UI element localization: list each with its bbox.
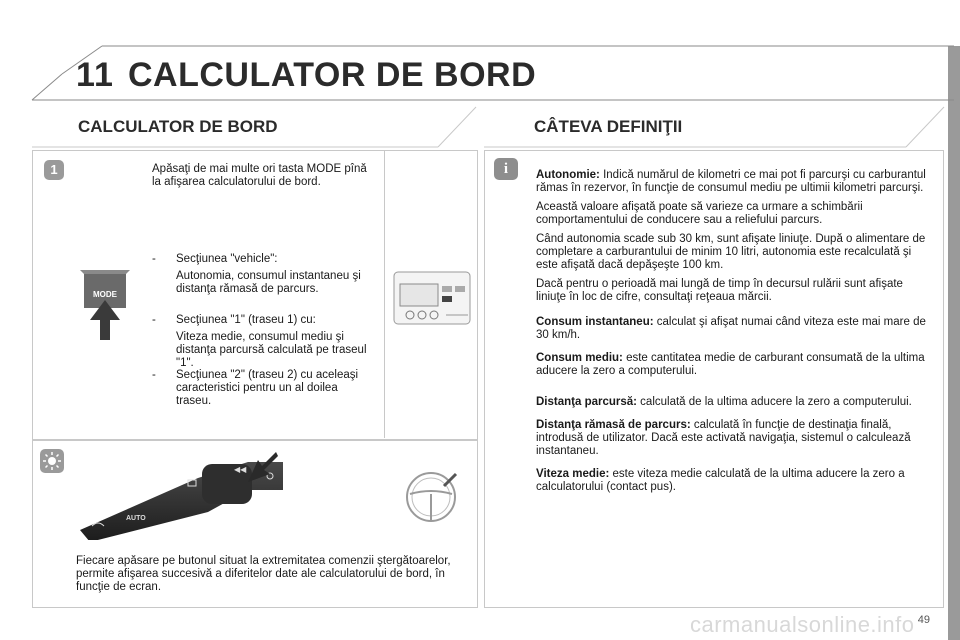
steering-wheel-icon <box>404 470 458 524</box>
definition-viteza-medie <box>536 468 934 494</box>
definition-autonomie-note-1 <box>536 201 934 227</box>
definition-term: Distanţa rămasă de parcurs: <box>536 419 691 431</box>
list-dash: - <box>152 253 156 265</box>
radio-unit-illustration <box>392 268 472 328</box>
info-icon: i <box>494 158 518 180</box>
svg-text:◀◀: ◀◀ <box>234 465 247 474</box>
arrow-icon <box>246 450 280 484</box>
definition-term: Distanţa parcursă: <box>536 396 637 408</box>
wiper-stalk-instruction: Fiecare apăsare pe butonul situat la extremitatea comenzii ştergătoarelor, permite afişarea succesivă a diferitelor date ale calculatorului de bord, în funcţie de ecran. <box>76 555 451 593</box>
section-list-item-trip2 <box>152 369 382 408</box>
watermark: carmanualsonline.info <box>690 612 915 637</box>
list-item-label: Secţiunea "1" (traseu 1) cu: <box>176 314 316 326</box>
definition-distanta-ramasa <box>536 419 934 458</box>
list-item-label: Secţiunea "2" (traseu 2) cu aceleaşi caracteristici pentru un al doilea traseu. <box>176 369 359 407</box>
definition-text: Când autonomia scade sub 30 km, sunt afişate liniuţe. După o alimentare de completare a carburantului de minim 10 litri, autonomia este recalculată şi este afişată dacă depăşeşte 100 km. <box>536 233 926 271</box>
definitions-list <box>536 169 934 500</box>
definition-autonomie-note-2 <box>536 233 934 272</box>
definition-consum-mediu <box>536 352 934 378</box>
definition-text: calculat şi afişat numai când viteza este mai mare de 30 km/h. <box>536 316 926 341</box>
mode-instruction: Apăsaţi de mai multe ori tasta MODE pînă la afişarea calculatorului de bord. <box>152 163 367 188</box>
list-item-detail: Autonomia, consumul instantaneu şi distanţa rămasă de parcurs. <box>176 270 361 295</box>
definition-text: calculată în funcţie de destinaţia finală, introdusă de utilizator. Dacă este activată navigaţia, sistemul o calculează instantaneu. <box>536 419 911 457</box>
panel-divider <box>384 150 385 438</box>
definition-term: Consum mediu: <box>536 352 623 364</box>
right-section-title: CÂTEVA DEFINIŢII <box>534 117 683 136</box>
definition-term: Autonomie: <box>536 169 600 181</box>
definition-text: Dacă pentru o perioadă mai lungă de timp în decursul rulării sunt afişate liniuţe în loc de cifre, consultaţi reţeaua mărcii. <box>536 278 903 303</box>
stalk-auto-label: AUTO <box>126 515 146 522</box>
list-dash: - <box>152 369 156 381</box>
left-section-title: CALCULATOR DE BORD <box>78 117 278 136</box>
definition-text: este cantitatea medie de carburant consumată de la ultima aducere la zero a computerului. <box>536 352 925 377</box>
list-item-detail: Viteza medie, consumul mediu şi distanţa parcursă calculată pe traseul "1". <box>176 331 367 369</box>
chapter-title: CALCULATOR DE BORD <box>128 56 537 94</box>
section-list-item-trip1 <box>152 314 382 370</box>
definition-consum-instantaneu <box>536 316 934 342</box>
list-item-label: Secţiunea "vehicle": <box>176 253 278 265</box>
definition-distanta-parcursa <box>536 396 934 409</box>
definition-text: Această valoare afişată poate să varieze ca urmare a schimbării comportamentului de conducere sau a reliefului parcurs. <box>536 201 863 226</box>
definition-autonomie <box>536 169 934 195</box>
definition-term: Consum instantaneu: <box>536 316 654 328</box>
chapter-number: 11 <box>76 56 114 94</box>
definition-text: este viteza medie calculată de la ultima aducere la zero a calculatorului (contact pus). <box>536 468 905 493</box>
section-list-item-vehicle <box>152 253 382 296</box>
page-number: 49 <box>917 614 930 626</box>
mode-key-label: MODE <box>93 290 117 299</box>
light-icon <box>40 449 64 473</box>
mode-key-illustration <box>80 268 130 344</box>
definition-term: Viteza medie: <box>536 468 610 480</box>
step-badge: 1 <box>44 160 64 180</box>
definition-text: calculată de la ultima aducere la zero a computerului. <box>636 396 912 408</box>
list-dash: - <box>152 314 156 326</box>
definition-autonomie-note-3 <box>536 278 934 304</box>
definition-text: Indică numărul de kilometri ce mai pot fi parcurşi cu carburantul rămas în rezervor, în funcţie de consumul mediu pe ultimii kilometri parcurşi. <box>536 169 926 194</box>
page-edge-tab <box>948 46 960 640</box>
